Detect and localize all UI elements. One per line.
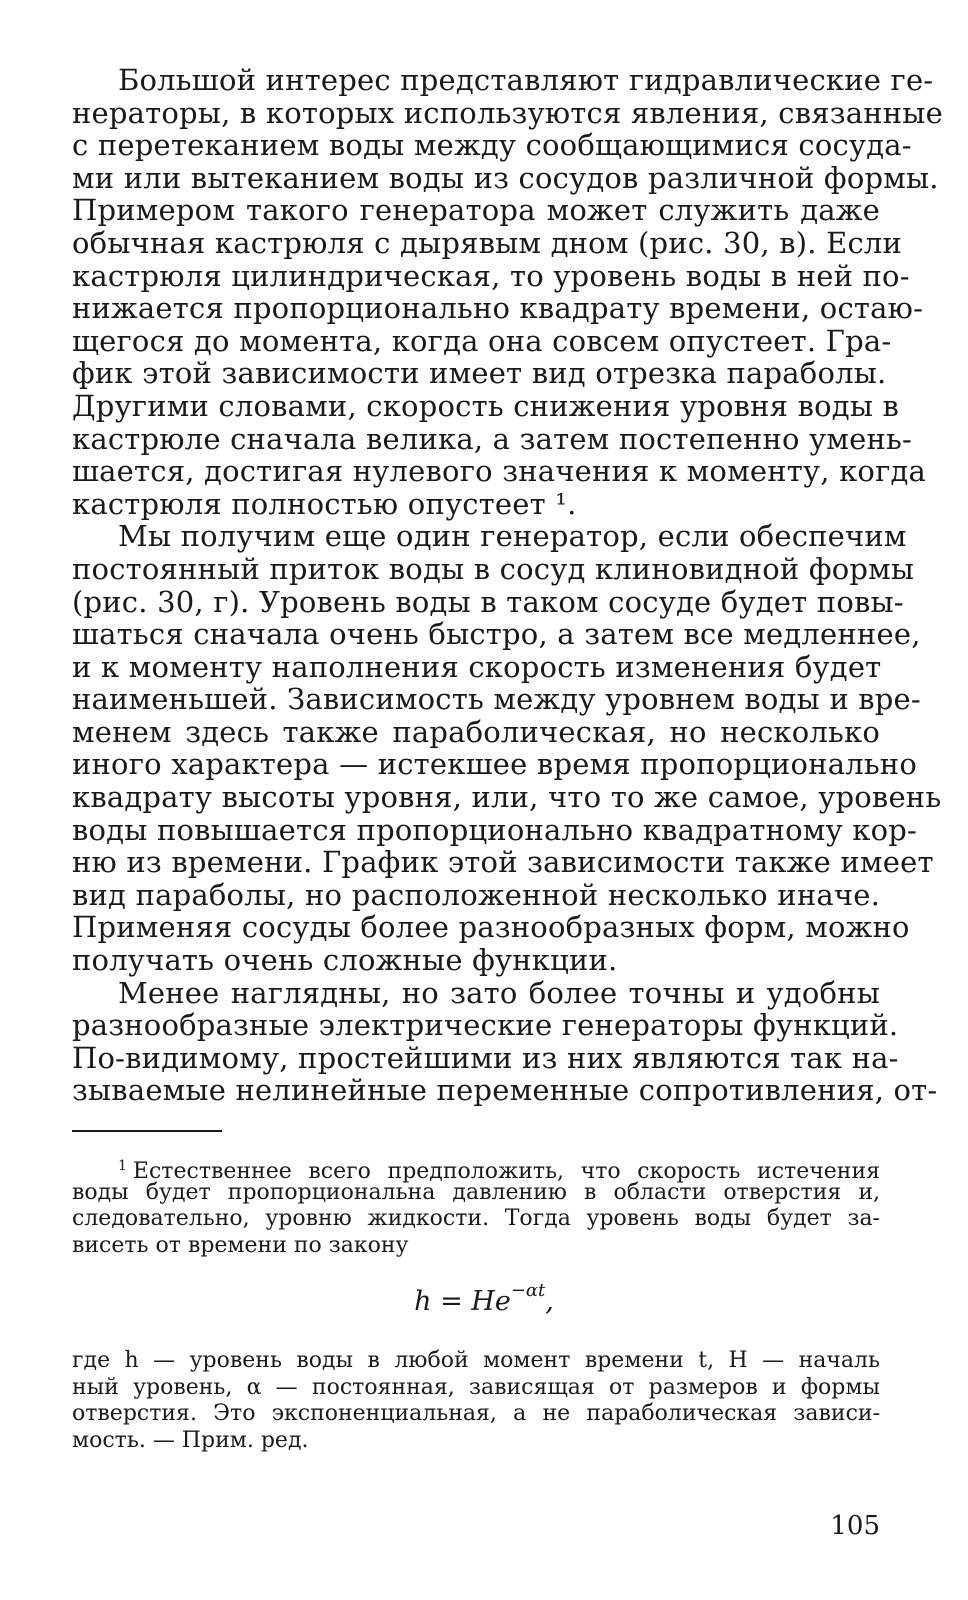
page-number: 105 xyxy=(830,1511,880,1541)
paragraph-1-line-1: Большой интерес представляют гидравлические ге- xyxy=(118,63,934,97)
paragraph-1-line-10: фик этой зависимости имеет вид отрезка параболы. xyxy=(72,356,887,391)
paragraph-1-line-12: кастрюле сначала велика, а затем постепенно умень- xyxy=(72,421,913,456)
paragraph-2-line-10: воды повышается пропорционально квадратному кор- xyxy=(72,812,917,847)
footnote-separator xyxy=(72,1130,222,1132)
footnote-line-1 xyxy=(72,1153,880,1184)
paragraph-2-line-6: наименьшей. Зависимость между уровнем воды и вре- xyxy=(72,682,921,717)
paragraph-2-line-13: Применяя сосуды более разнообразных форм, можно xyxy=(72,910,910,945)
footnote-line-4: висеть от времени по закону xyxy=(72,1232,409,1258)
footnote-after-line-2: ный уровень, α — постоянная, зависящая от размеров и формы xyxy=(72,1374,880,1400)
paragraph-2-line-9: квадрату высоты уровня, или, что то же самое, уровень xyxy=(72,780,942,815)
paragraph-2-line-2: постоянный приток воды в сосуд клиновидной формы xyxy=(72,551,915,586)
paragraph-1-line-8: нижается пропорционально квадрату времени, остаю- xyxy=(72,291,924,326)
footnote-line-3: следовательно, уровню жидкости. Тогда уровень воды будет за- xyxy=(72,1206,880,1231)
formula-exponent: −αt xyxy=(510,1280,546,1301)
footnote-marker: 1 xyxy=(118,1158,127,1174)
footnote-line-1-text: Естественнее всего предположить, что скорость истечения xyxy=(132,1159,880,1184)
paragraph-1-line-9: щегося до момента, когда она совсем опустеет. Гра- xyxy=(72,323,892,358)
paragraph-2-line-4: шаться сначала очень быстро, а затем все медленнее, xyxy=(72,617,921,652)
paragraph-2-line-11: ню из времени. График этой зависимости также имеет xyxy=(72,845,934,880)
paragraph-3-line-1: Менее наглядны, но зато более точны и удобны xyxy=(118,975,880,1010)
paragraph-1-line-3: с перетеканием воды между сообщающимися сосуда- xyxy=(72,128,912,163)
formula-tail: , xyxy=(545,1286,554,1317)
footnote-line-2: воды будет пропорциональна давлению в области отверстия и, xyxy=(72,1179,880,1205)
main-text xyxy=(72,63,943,1108)
paragraph-1-line-11: Другими словами, скорость снижения уровня воды в xyxy=(72,388,900,423)
paragraph-1-line-5: Примером такого генератора может служить даже xyxy=(72,193,880,228)
paragraph-1-line-7: кастрюля цилиндрическая, то уровень воды в ней по- xyxy=(72,258,910,293)
footnote-after-line-3: отверстия. Это экспоненциальная, а не параболическая зависи- xyxy=(72,1401,880,1426)
paragraph-1-line-4: ми или вытеканием воды из сосудов различной формы. xyxy=(72,160,939,195)
page-body xyxy=(72,63,943,1108)
paragraph-3-line-4: зываемые нелинейные переменные сопротивления, от- xyxy=(72,1073,938,1108)
paragraph-2-line-12: вид параболы, но расположенной несколько иначе. xyxy=(72,877,880,912)
paragraph-3-line-2: разнообразные электрические генераторы функций. xyxy=(72,1008,899,1043)
footnote-continued xyxy=(72,1348,880,1454)
paragraph-2-line-14: получать очень сложные функции. xyxy=(72,943,618,978)
paragraph-3-line-3: По-видимому, простейшими из них являются так на- xyxy=(72,1040,899,1075)
paragraph-2-line-5: и к моменту наполнения скорость изменения будет xyxy=(72,649,882,684)
paragraph-1-line-13: шается, достигая нулевого значения к моменту, когда xyxy=(72,454,927,489)
paragraph-2-line-7: менем здесь также параболическая, но несколько xyxy=(72,714,880,749)
paragraph-2-line-3: (рис. 30, г). Уровень воды в таком сосуде будет повы- xyxy=(72,584,904,619)
paragraph-1-line-14: кастрюля полностью опустеет ¹. xyxy=(72,486,577,521)
footnote-formula xyxy=(0,1280,968,1317)
footnote xyxy=(72,1153,880,1259)
formula-base: h = He xyxy=(414,1286,511,1317)
paragraph-1-line-6: обычная кастрюля с дырявым дном (рис. 30, в). Если xyxy=(72,225,903,260)
paragraph-2-line-1: Мы получим еще один генератор, если обеспечим xyxy=(118,519,907,554)
footnote-after-line-1: где h — уровень воды в любой момент времени t, H — началь xyxy=(72,1348,880,1373)
paragraph-2-line-8: иного характера — истекшее время пропорционально xyxy=(72,747,917,782)
paragraph-1-line-2: нераторы, в которых используются явления, связанные xyxy=(72,95,943,130)
footnote-after-line-4: мость. — Прим. ред. xyxy=(72,1427,309,1453)
